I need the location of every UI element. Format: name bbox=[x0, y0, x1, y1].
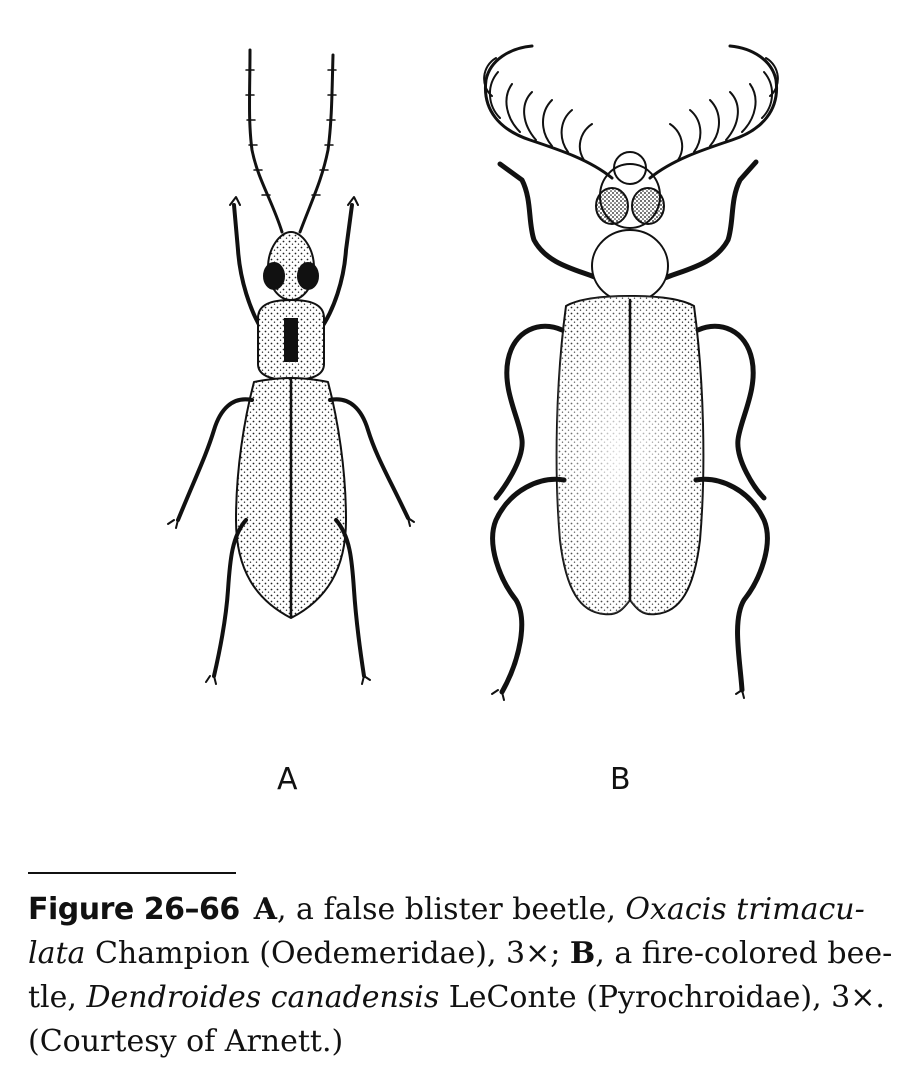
figure-caption bbox=[28, 888, 898, 1064]
caption-b-species: Dendroides canadensis bbox=[86, 980, 440, 1015]
panel-label-b: B bbox=[610, 762, 631, 797]
figure-number: Figure 26–66 bbox=[28, 892, 240, 927]
caption-rule bbox=[28, 872, 236, 874]
caption-b-letter: B bbox=[569, 936, 596, 971]
panel-label-a: A bbox=[277, 762, 298, 797]
caption-a-authority: Champion (Oedemeridae), 3×; bbox=[85, 936, 570, 971]
caption-b-authority: LeConte (Pyrochroidae), 3×. bbox=[439, 980, 885, 1015]
caption-credit: (Courtesy of Arnett.) bbox=[28, 1024, 344, 1059]
beetle-a-drawing bbox=[168, 50, 414, 684]
caption-a-species-1: Oxacis trimacu- bbox=[625, 892, 865, 927]
caption-a-letter: A bbox=[253, 892, 277, 927]
caption-a-species-2: lata bbox=[28, 936, 86, 971]
caption-a-text: , a false blister beetle, bbox=[276, 892, 626, 927]
beetle-b-drawing bbox=[484, 46, 778, 700]
caption-b-text: , a fire-colored bee-tle, bbox=[28, 936, 893, 1015]
